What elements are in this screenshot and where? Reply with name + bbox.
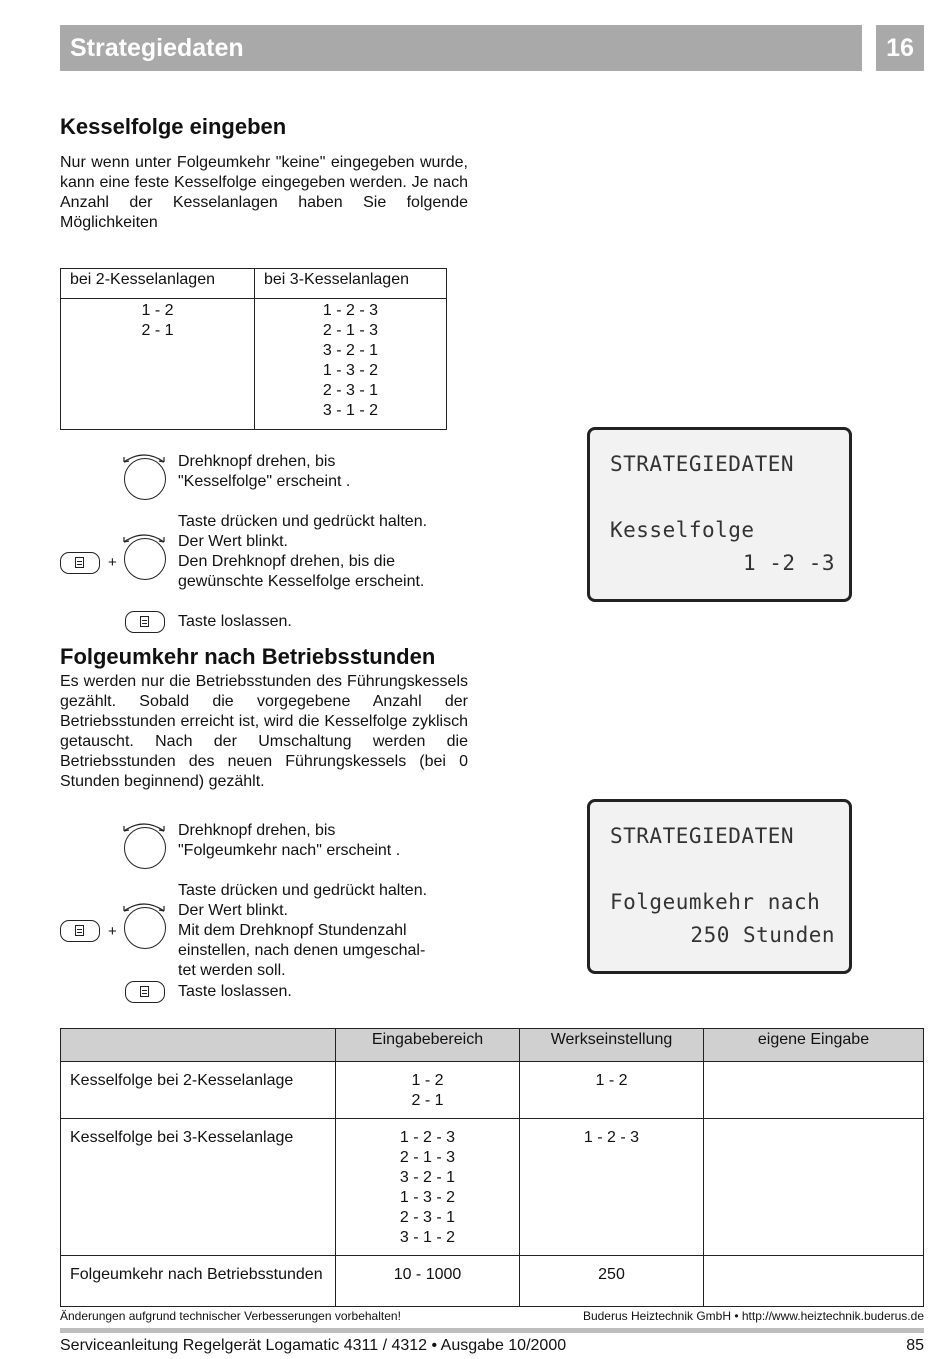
footer-document-title: Serviceanleitung Regelgerät Logamatic 4311 / 4312 • Ausgabe 10/2000 [60, 1337, 567, 1354]
table-cell-own-input [704, 1119, 924, 1256]
table-row [61, 299, 447, 430]
section-paragraph-kesselfolge: Nur wenn unter Folgeumkehr "keine" eingegeben wurde, kann eine feste Kesselfolge eingegeben werden. Je nach Anzahl der Kesselanlagen haben Sie folgende Möglichkeiten [60, 154, 468, 231]
table-cell-label: Folgeumkehr nach Betriebsstunden [61, 1256, 336, 1307]
table-cell-range: 1 - 2 - 3 2 - 1 - 3 3 - 2 - 1 1 - 3 - 2 2 - 3 - 1 3 - 1 - 2 [336, 1119, 520, 1256]
display-button-icon [60, 552, 100, 574]
table-header: eigene Eingabe [704, 1029, 924, 1062]
footer-page-number: 85 [906, 1337, 924, 1354]
section-heading-kesselfolge: Kesselfolge eingeben [60, 114, 287, 139]
table-cell: 1 - 2 - 3 2 - 1 - 3 3 - 2 - 1 1 - 3 - 2 2 - 3 - 1 3 - 1 - 2 [255, 299, 447, 430]
footer-disclaimer: Änderungen aufgrund technischer Verbesserungen vorbehalten! [60, 1309, 401, 1323]
lcd-line-3: 1 -2 -3 [742, 551, 835, 575]
lcd-line-2: Folgeumkehr nach [610, 890, 821, 914]
table-row [61, 1256, 924, 1307]
lcd-line-3: 250 Stunden [690, 923, 835, 947]
table-header [61, 1029, 336, 1062]
table-cell: 1 - 2 2 - 1 [61, 299, 255, 430]
instruction-step-release: Taste loslassen. [178, 613, 292, 630]
table-cell-range: 10 - 1000 [336, 1256, 520, 1307]
display-button-icon [60, 920, 100, 942]
table-cell-range: 1 - 2 2 - 1 [336, 1062, 520, 1119]
instruction-step-press-hold: Taste drücken und gedrückt halten. Der Wert blinkt. Den Drehknopf drehen, bis die gewünschte Kesselfolge erscheint. [178, 513, 428, 590]
table-cell-default: 1 - 2 [520, 1062, 704, 1119]
table-header: bei 3-Kesselanlagen [255, 269, 447, 299]
table-cell-own-input [704, 1256, 924, 1307]
section-paragraph-folgeumkehr: Es werden nur die Betriebsstunden des Führungskessels gezählt. Sobald die vorgegebene Anzahl der Betriebsstunden erreicht ist, wird die Kesselfolge zyklisch getauscht. Nach der Umschaltung werden die Betriebsstunden des neuen Führungskessels (bei 0 Stunden beginnend) gezählt. [60, 673, 468, 790]
lcd-line-1: STRATEGIEDATEN [610, 824, 795, 848]
instruction-step-turn-knob: Drehknopf drehen, bis "Folgeumkehr nach" erscheint . [178, 822, 401, 859]
footer-divider [60, 1328, 924, 1333]
table-row [61, 1119, 924, 1256]
lcd-display-kesselfolge [587, 427, 852, 602]
instruction-step-turn-knob: Drehknopf drehen, bis "Kesselfolge" erscheint . [178, 453, 351, 490]
section-heading-folgeumkehr: Folgeumkehr nach Betriebsstunden [60, 644, 436, 669]
table-row [61, 1062, 924, 1119]
page-header-title: Strategiedaten [60, 25, 862, 71]
lcd-line-1: STRATEGIEDATEN [610, 452, 795, 476]
plus-sign: + [108, 554, 117, 571]
table-cell-default: 250 [520, 1256, 704, 1307]
lcd-line-2: Kesselfolge [610, 518, 755, 542]
footer-company: Buderus Heiztechnik GmbH • http://www.heiztechnik.buderus.de [582, 1309, 924, 1323]
lcd-display-folgeumkehr [587, 799, 852, 974]
chapter-number: 16 [876, 25, 924, 71]
table-header: bei 2-Kesselanlagen [61, 269, 255, 299]
display-button-icon [125, 611, 165, 633]
instruction-step-press-hold: Taste drücken und gedrückt halten. Der Wert blinkt. Mit dem Drehknopf Stundenzahl einstellen, nach denen umgeschal- tet werden soll. [178, 882, 428, 979]
table-cell-label: Kesselfolge bei 3-Kesselanlage [61, 1119, 336, 1256]
settings-table [60, 1028, 924, 1307]
table-cell-label: Kesselfolge bei 2-Kesselanlage [61, 1062, 336, 1119]
table-header: Werkseinstellung [520, 1029, 704, 1062]
display-button-icon [125, 981, 165, 1003]
table-cell-own-input [704, 1062, 924, 1119]
table-header: Eingabebereich [336, 1029, 520, 1062]
plus-sign: + [108, 923, 117, 940]
instruction-step-release: Taste loslassen. [178, 983, 292, 1000]
table-cell-default: 1 - 2 - 3 [520, 1119, 704, 1256]
kesselfolge-options-table [60, 268, 447, 430]
